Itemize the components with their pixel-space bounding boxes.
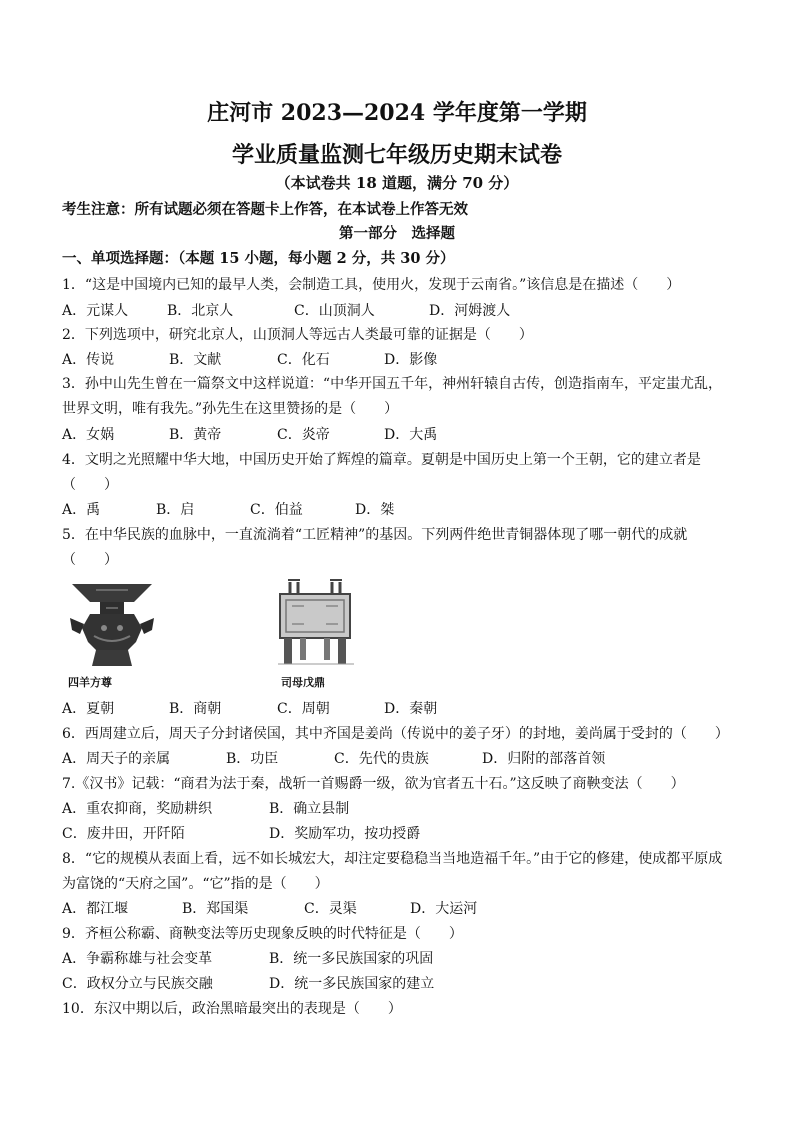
option-a: A．女娲 [62, 427, 115, 443]
question-9-options-row1 [62, 948, 433, 968]
question-5-stem-cont: （ ） [62, 552, 118, 568]
question-3-stem-cont: 世界文明，唯有我先。”孙先生在这里赞扬的是（ ） [62, 401, 399, 417]
option-d: D．影像 [384, 352, 438, 368]
question-5-options [62, 698, 437, 718]
option-d: D．大运河 [410, 901, 478, 917]
option-b: B．功臣 [226, 751, 279, 767]
question-6-options [62, 748, 605, 768]
figure-caption-four-ram-zun: 四羊方尊 [68, 676, 112, 689]
option-b: B．黄帝 [169, 427, 222, 443]
option-a: A．传说 [62, 352, 115, 368]
option-b: B．确立县制 [269, 801, 350, 817]
simuwu-ding-image [270, 576, 360, 668]
question-4-options [62, 499, 394, 519]
option-c: C．山顶洞人 [294, 303, 375, 319]
option-c: C．灵渠 [304, 901, 357, 917]
option-c: C．先代的贵族 [334, 751, 429, 767]
question-7-options-row2 [62, 823, 420, 843]
option-a: A．元谋人 [62, 303, 129, 319]
option-a: A．禹 [62, 502, 101, 518]
question-4-stem-cont: （ ） [62, 477, 118, 493]
question-7-stem: 7.《汉书》记载：“商君为法于秦，战斩一首赐爵一级，欲为官者五十石。”这反映了商鞅变法（ ） [62, 776, 685, 792]
question-9-options-row2 [62, 973, 434, 993]
question-4-stem: 4．文明之光照耀中华大地，中国历史开始了辉煌的篇章。夏朝是中国历史上第一个王朝，它的建立者是 [62, 452, 701, 468]
question-8-stem: 8．“它的规模从表面上看，远不如长城宏大，却注定要稳稳当当地造福千年。”由于它的修建，使成都平原成 [62, 851, 723, 867]
section-heading: 一、单项选择题：（本题 15 小题，每小题 2 分，共 30 分） [62, 250, 455, 267]
option-c: C．废井田，开阡陌 [62, 826, 185, 842]
question-8-stem-cont: 为富饶的“天府之国”。“它”指的是（ ） [62, 876, 329, 892]
option-b: B．文献 [169, 352, 222, 368]
question-1-stem: 1．“这是中国境内已知的最早人类，会制造工具，使用火，发现于云南省。”该信息是在描述（ ） [62, 277, 681, 293]
exam-title-line1: 庄河市 2023—2024 学年度第一学期 [207, 100, 587, 126]
option-c: C．周朝 [277, 701, 330, 717]
question-2-stem: 2．下列选项中，研究北京人，山顶洞人等远古人类最可靠的证据是（ ） [62, 327, 533, 343]
question-1-options [62, 300, 510, 320]
option-a: A．争霸称雄与社会变革 [62, 951, 213, 967]
exam-notice: 考生注意：所有试题必须在答题卡上作答，在本试卷上作答无效 [62, 201, 468, 218]
option-d: D．秦朝 [384, 701, 438, 717]
part-heading: 第一部分 选择题 [339, 225, 455, 242]
option-b: B．启 [156, 502, 195, 518]
option-b: B．郑国渠 [182, 901, 249, 917]
question-3-stem: 3．孙中山先生曾在一篇祭文中这样说道：“中华开国五千年，神州轩辕自古传，创造指南车，平定蚩尤乱， [62, 376, 723, 392]
four-ram-zun-image [66, 580, 158, 670]
option-a: A．都江堰 [62, 901, 129, 917]
option-c: C．炎帝 [277, 427, 330, 443]
option-a: A．周天子的亲属 [62, 751, 171, 767]
exam-title-line2: 学业质量监测七年级历史期末试卷 [231, 142, 562, 168]
option-d: D．桀 [355, 502, 395, 518]
question-9-stem: 9．齐桓公称霸、商鞅变法等历史现象反映的时代特征是（ ） [62, 926, 463, 942]
question-7-options-row1 [62, 798, 349, 818]
question-6-stem: 6．西周建立后，周天子分封诸侯国，其中齐国是姜尚（传说中的姜子牙）的封地，姜尚属于受封的（ ） [62, 726, 729, 742]
option-b: B．商朝 [169, 701, 222, 717]
option-d: D．大禹 [384, 427, 438, 443]
option-a: A．夏朝 [62, 701, 115, 717]
exam-subtitle: （本试卷共 18 道题，满分 70 分） [275, 174, 519, 192]
option-d: D．归附的部落首领 [482, 751, 606, 767]
question-8-options [62, 898, 477, 918]
option-c: C．伯益 [250, 502, 303, 518]
option-d: D．河姆渡人 [429, 303, 511, 319]
question-10-stem: 10．东汉中期以后，政治黑暗最突出的表现是（ ） [62, 1001, 402, 1017]
question-3-options [62, 424, 437, 444]
figure-caption-simuwu-ding: 司母戊鼎 [281, 676, 325, 689]
option-a: A．重农抑商，奖励耕织 [62, 801, 213, 817]
option-d: D．奖励军功，按功授爵 [269, 826, 421, 842]
option-b: B．统一多民族国家的巩固 [269, 951, 434, 967]
question-2-options [62, 349, 437, 369]
option-c: C．化石 [277, 352, 330, 368]
option-d: D．统一多民族国家的建立 [269, 976, 435, 992]
option-c: C．政权分立与民族交融 [62, 976, 213, 992]
question-5-stem: 5．在中华民族的血脉中，一直流淌着“工匠精神”的基因。下列两件绝世青铜器体现了哪一朝代的成就 [62, 527, 688, 543]
option-b: B．北京人 [167, 303, 234, 319]
